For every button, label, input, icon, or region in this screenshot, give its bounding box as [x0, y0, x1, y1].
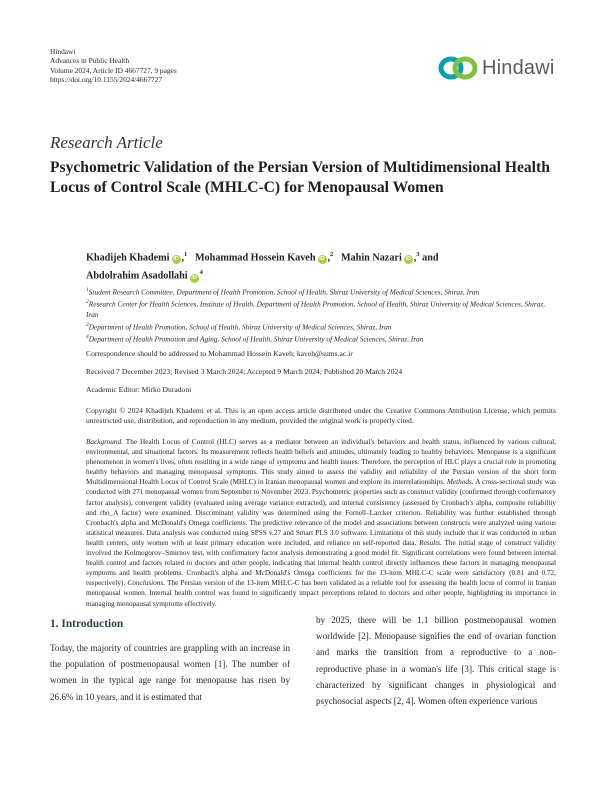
author-affil-num: 4	[199, 269, 203, 277]
academic-editor: Academic Editor: Mirko Duradoni	[86, 385, 192, 394]
abstract-conclusions-label: Conclusions.	[125, 579, 166, 588]
abstract-conclusions: The Persian version of the 13-item MHLC-C has been validated as a reliable tool for assessing the health locus of control in Iranian menopausal women. Internal health control was found to significantly impact perceptions related to doctors and other people, highlighting its importance in managing menopausal symptoms effectively.	[86, 579, 556, 608]
affiliation-item: $^4$Department of Health Promotion and Aging, School of Health, Shiraz University of Medical Sciences, Shiraz, Iran	[86, 334, 424, 344]
abstract-results: The initial stage of construct validity involved the Kolmogorov–Smirnov test, with confirmatory factor analysis demonstrating a good model fit. Significant correlations were found between internal health control and factors related to doctors and other people, indicating that internal health control directly influences these factors in managing menopausal symptoms and health problems. Cronbach's alpha and McDonald's Omega coefficients for the 13-item MHLC-C scale were satisfactory (0.81 and 0.72, respectively).	[86, 538, 556, 588]
orcid-icon[interactable]: iD	[319, 256, 325, 263]
author-name: Mahin Nazari	[340, 252, 402, 264]
author-name: Mohammad Hossein Kaveh	[194, 252, 316, 264]
copyright-notice: Copyright © 2024 Khadijeh Khademi et al. This is an open access article distributed under the Creative Commons Attribution License, which permits unrestricted use, distribution, and reproduction in any medium, provided the original work is properly cited.	[86, 406, 556, 425]
correspondence: Correspondence should be addressed to Mohammad Hossein Kaveh; kaveh@sums.ac.ir	[86, 349, 353, 358]
author-affil-num: 1	[184, 251, 188, 258]
author-affil-num: 3	[416, 251, 420, 258]
abstract	[86, 437, 556, 609]
abstract-background: The Health Locus of Control (HLC) serves as a mediator between an individual's behaviors and health status, influenced by various cultural, environmental, and situational factors. Its measurement reflects health beliefs and attitudes, ultimately leading to healthy behaviors. Menopause is a significant phenomenon in women's lives, often resulting in a wide range of symptoms and health issues. Therefore, the perception of HLC plays a crucial role in promoting healthy behaviors and managing menopausal symptoms. This study aimed to assess the validity and reliability of the Persian version of the short form Multidimensional Health Locus of Control Scale (MHLC) in Iranian menopausal women and explore its interrelationships.	[86, 438, 556, 487]
hindawi-logo	[438, 51, 556, 85]
section-heading	[50, 618, 123, 630]
affiliation-item: $^2$Research Center for Health Sciences, Institute of Health, Department of Health Promotion, School of Health, Shiraz University of Medical Sciences, Shiraz, Iran	[86, 299, 545, 319]
volume-line: Volume 2024, Article ID 4667727, 9 pages	[50, 65, 177, 75]
abstract-results-label: Results.	[416, 538, 442, 547]
abstract-background-label: Background.	[86, 438, 123, 446]
affiliations	[86, 285, 556, 345]
affiliation-item: $^3$Department of Health Promotion, School of Health, Shiraz University of Medical Sciences, Shiraz, Iran	[86, 321, 392, 332]
hindawi-logo-icon	[438, 55, 478, 81]
journal-name: Advances in Public Health	[50, 56, 130, 66]
author-list: Khadijeh Khademi iD ,$^1$ Mohammad Hossein Kaveh iD ,$^2$ Mahin Nazari iD ,$^3$ and Abdolrahim Asadollahi $iD^4$	[86, 251, 439, 282]
abstract-methods: A cross-sectional study was conducted with 271 menopausal women from September to November 2023. Psychometric properties such as construct validity (confirmed through confirmatory factor analysis), convergent validity (evaluated using average variance extracted), and internal consistency (assessed by Cronbach's alpha, composite reliability and rho_A factor) were examined. Discriminant validity was determined using the Fornell–Larcker criterion. Reliability was further established through Cronbach's alpha and McDonald's Omega coefficients. The predictive relevance of the model and associations between constructs were analyzed using various statistical measures. Data analysis was conducted using SPSS v.27 and Smart PLS 3.0 software. Limitations of this study include that it was conducted in urban health centers, only women with at least primary education were included, and reliance on self-reported data.	[86, 478, 556, 547]
orcid-icon[interactable]: iD	[173, 256, 179, 263]
orcid-icon[interactable]: iD	[405, 256, 412, 263]
affiliation-item: $^1$Student Research Committee, Department of Health Promotion, School of Health, Shiraz University of Medical Sciences, Shiraz, Iran	[86, 287, 480, 297]
section-number: 1.	[50, 618, 59, 630]
author-name: Khadijeh Khademi	[86, 252, 170, 264]
body-column-right: by 2025, there will be 1.1 billion postmenopausal women worldwide [2]. Menopause signifies the end of ovarian function and marks the transition from a reproductive to a non-reproductive phase in a woman's life [3]. This critical stage is characterized by significant changes in physiological and psychosocial aspects [2, 4]. Women often experience various	[316, 615, 556, 707]
section-title: Introduction	[61, 618, 124, 630]
publisher-name: Hindawi	[50, 47, 76, 56]
orcid-icon[interactable]: iD	[191, 274, 197, 281]
logo-wordmark: Hindawi	[482, 56, 555, 79]
abstract-methods-label: Methods.	[444, 478, 474, 487]
article-type: Research Article	[50, 133, 163, 152]
doi-link[interactable]: https://doi.org/10.1155/2024/4667727	[50, 74, 163, 84]
article-title: Psychometric Validation of the Persian Version of Multidimensional Health Locus of Control Scale (MHLC-C) for Menopausal Women	[50, 159, 550, 196]
publication-dates: Received 7 December 2023; Revised 3 March 2024; Accepted 9 March 2024; Published 20 March 2024	[86, 367, 403, 376]
author-name: Abdolrahim Asadollahi	[86, 270, 188, 282]
body-column-left: Today, the majority of countries are grappling with an increase in the population of postmenopausal women [1]. The number of women in the typical age range for menopause has risen by 26.6% in 10 years, and it is estimated that	[50, 643, 290, 702]
journal-meta	[50, 47, 177, 84]
author-affil-num: 2	[330, 251, 334, 258]
